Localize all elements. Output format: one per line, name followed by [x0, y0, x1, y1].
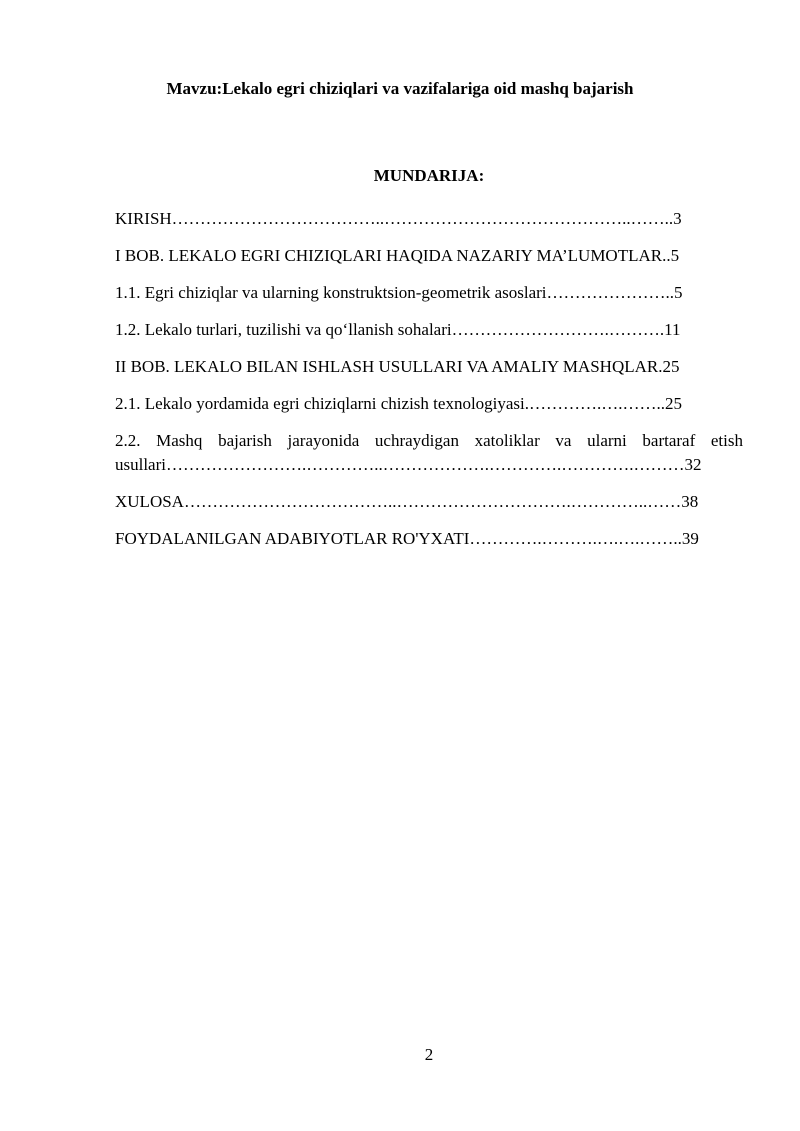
toc-entry-section-1-2: 1.2. Lekalo turlari, tuzilishi va qo‘llanish sohalari……………………….……….11 [115, 320, 681, 339]
toc-entry-section-2-2: 2.2. Mashq bajarish jarayonida uchraydigan xatoliklar va ularni bartaraf etish usullari…………………….…………..……………….………….………….………32 [115, 431, 743, 474]
document-title: Mavzu:Lekalo egri chiziqlari va vazifalariga oid mashq bajarish [166, 79, 634, 98]
toc-entry-section-1-1: 1.1. Egri chiziqlar va ularning konstruktsion-geometrik asoslari…………………..5 [115, 283, 683, 302]
page-number: 2 [424, 1045, 434, 1064]
toc-entry-chapter-2: II BOB. LEKALO BILAN ISHLASH USULLARI VA AMALIY MASHQLAR.25 [115, 357, 680, 376]
toc-entry-section-2-1: 2.1. Lekalo yordamida egri chiziqlarni chizish texnologiyasi.………….….……..25 [115, 394, 683, 413]
toc-heading: MUNDARIJA: [373, 166, 485, 185]
toc-entry-kirish: KIRISH………………………………..……………………………………..……..3 [115, 209, 682, 228]
table-of-contents [115, 207, 743, 564]
toc-entry-xulosa: XULOSA………………………………..………………………….…………..……38 [115, 492, 699, 511]
toc-entry-chapter-1: I BOB. LEKALO EGRI CHIZIQLARI HAQIDA NAZARIY MA’LUMOTLAR..5 [115, 246, 680, 265]
toc-entry-references: FOYDALANILGAN ADABIYOTLAR RO'YXATI………….……….….….……..39 [115, 529, 699, 548]
